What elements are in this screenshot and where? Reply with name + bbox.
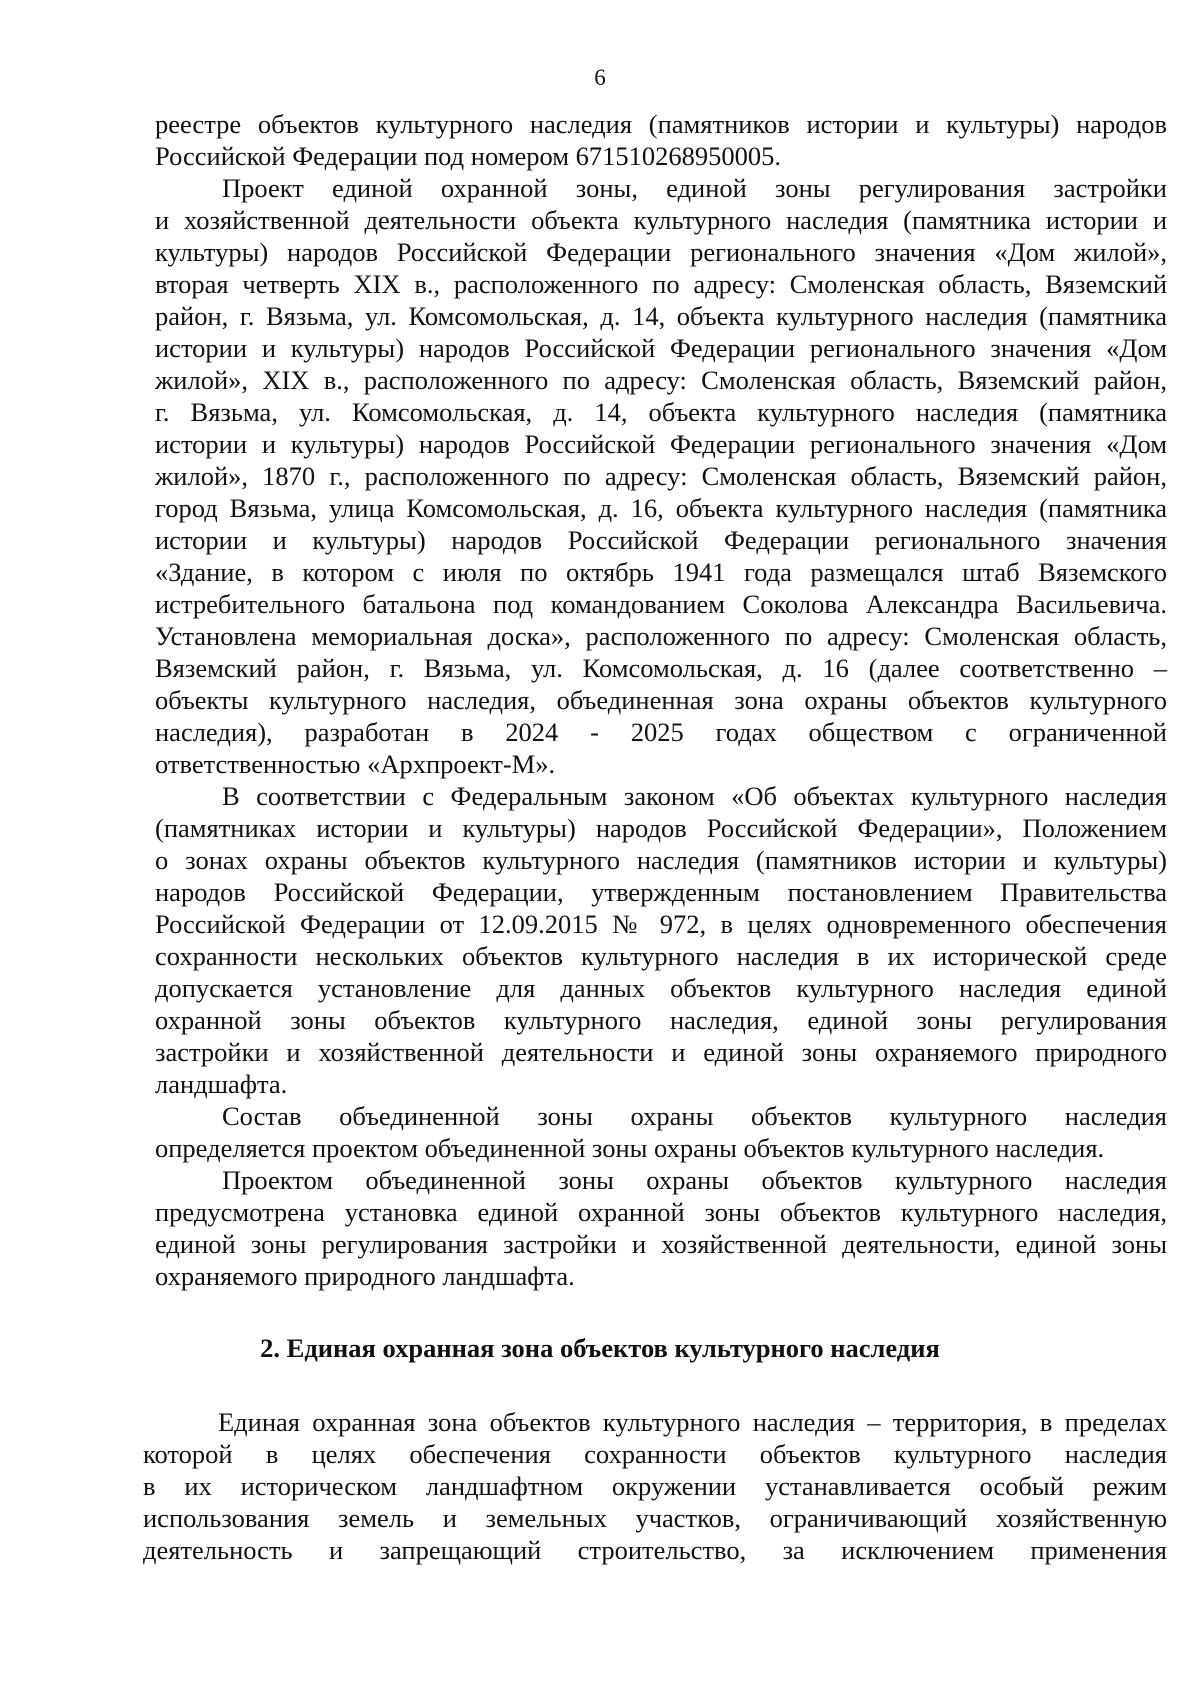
text-line: Вяземский район, г. Вязьма, ул. Комсомольская, д. 16 (далее соответственно –	[155, 653, 1167, 683]
text-line: о зонах охраны объектов культурного наследия (памятников истории и культуры)	[155, 845, 1167, 875]
text-line: «Здание, в котором с июля по октябрь 1941 года размещался штаб Вяземского	[155, 557, 1167, 587]
text-line: В соответствии с Федеральным законом «Об объектах культурного наследия	[222, 781, 1167, 811]
text-line: г. Вязьма, ул. Комсомольская, д. 14, объекта культурного наследия (памятника	[155, 397, 1167, 427]
text-line: Проект единой охранной зоны, единой зоны регулирования застройки	[222, 173, 1167, 203]
text-line: сохранности нескольких объектов культурного наследия в их исторической среде	[155, 941, 1167, 971]
text-line: Российской Федерации под номером 671510268950005.	[155, 141, 781, 171]
text-line: истории и культуры) народов Российской Федерации регионального значения «Дом	[155, 333, 1167, 363]
text-line: деятельность и запрещающий строительство, за исключением применения	[143, 1535, 1167, 1565]
text-line: застройки и хозяйственной деятельности и единой зоны охраняемого природного	[155, 1037, 1167, 1067]
text-line: ландшафта.	[155, 1069, 288, 1099]
text-line: ответственностью «Архпроект-М».	[155, 749, 556, 779]
text-line: наследия), разработан в 2024 - 2025 годах обществом с ограниченной	[155, 717, 1167, 747]
text-line: объекты культурного наследия, объединенная зона охраны объектов культурного	[155, 685, 1167, 715]
text-line: Единая охранная зона объектов культурного наследия – территория, в пределах	[218, 1407, 1167, 1437]
text-line: жилой», 1870 г., расположенного по адресу: Смоленская область, Вяземский район,	[155, 461, 1167, 491]
text-line: вторая четверть XIX в., расположенного по адресу: Смоленская область, Вяземский	[155, 269, 1167, 299]
text-line: истории и культуры) народов Российской Федерации регионального значения «Дом	[155, 429, 1167, 459]
text-line: и хозяйственной деятельности объекта культурного наследия (памятника истории и	[155, 205, 1167, 235]
text-line: допускается установление для данных объектов культурного наследия единой	[155, 973, 1167, 1003]
text-line: народов Российской Федерации, утвержденным постановлением Правительства	[155, 877, 1167, 907]
text-line: Состав объединенной зоны охраны объектов культурного наследия	[222, 1101, 1167, 1131]
text-line: охранной зоны объектов культурного наследия, единой зоны регулирования	[155, 1005, 1167, 1035]
text-line: использования земель и земельных участков, ограничивающий хозяйственную	[143, 1503, 1167, 1533]
text-line: жилой», XIX в., расположенного по адресу: Смоленская область, Вяземский район,	[155, 365, 1167, 395]
text-line: в их историческом ландшафтном окружении устанавливается особый режим	[143, 1471, 1167, 1501]
text-line: реестре объектов культурного наследия (памятников истории и культуры) народов	[155, 109, 1167, 139]
text-line: единой зоны регулирования застройки и хозяйственной деятельности, единой зоны	[155, 1229, 1167, 1259]
text-line: истории и культуры) народов Российской Федерации регионального значения	[155, 525, 1167, 555]
text-line: (памятниках истории и культуры) народов Российской Федерации», Положением	[155, 813, 1167, 843]
text-line: истребительного батальона под командованием Соколова Александра Васильевича.	[155, 589, 1167, 619]
section-heading: 2. Единая охранная зона объектов культурного наследия	[260, 1333, 940, 1363]
text-line: Установлена мемориальная доска», расположенного по адресу: Смоленская область,	[155, 621, 1167, 651]
text-line: Проектом объединенной зоны охраны объектов культурного наследия	[222, 1165, 1167, 1195]
text-line: охраняемого природного ландшафта.	[155, 1261, 575, 1291]
page-number: 6	[594, 65, 606, 90]
text-line: Российской Федерации от 12.09.2015 № 972, в целях одновременного обеспечения	[155, 909, 1167, 939]
text-line: определяется проектом объединенной зоны охраны объектов культурного наследия.	[155, 1133, 1105, 1163]
text-line: предусмотрена установка единой охранной зоны объектов культурного наследия,	[155, 1197, 1167, 1227]
text-line: которой в целях обеспечения сохранности объектов культурного наследия	[143, 1439, 1167, 1469]
text-line: культуры) народов Российской Федерации регионального значения «Дом жилой»,	[155, 237, 1167, 267]
text-line: город Вязьма, улица Комсомольская, д. 16, объекта культурного наследия (памятника	[155, 493, 1167, 523]
text-line: район, г. Вязьма, ул. Комсомольская, д. 14, объекта культурного наследия (памятника	[155, 301, 1167, 331]
